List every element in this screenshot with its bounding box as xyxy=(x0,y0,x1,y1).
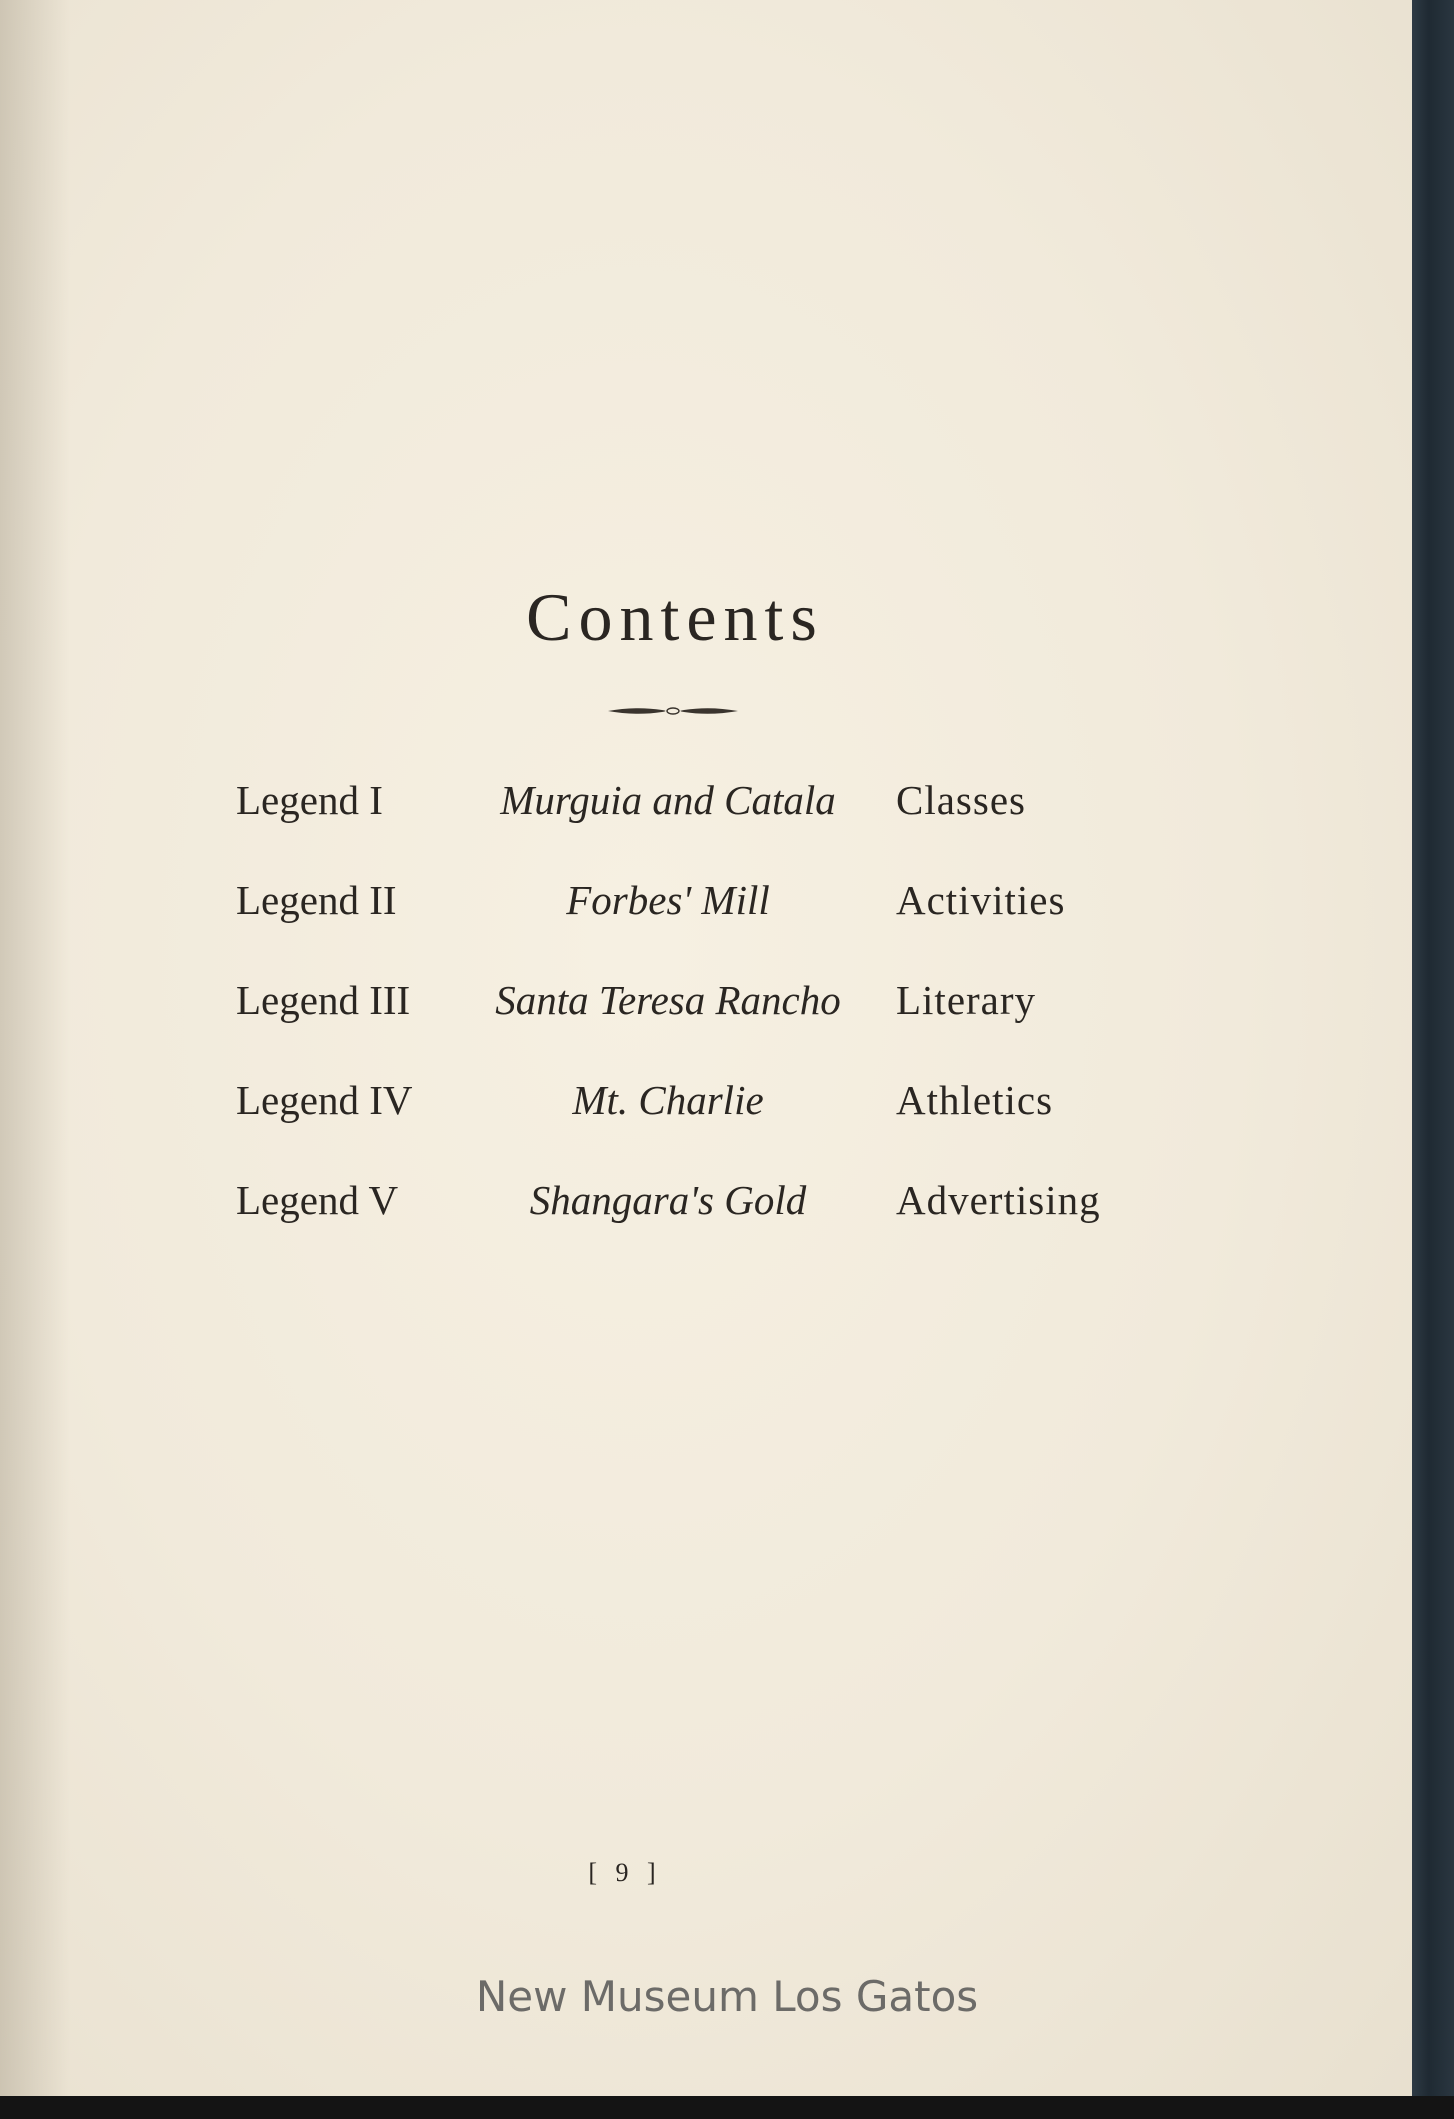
toc-legend-title: Santa Teresa Rancho xyxy=(495,977,841,1023)
watermark-text: New Museum Los Gatos xyxy=(475,1972,979,2021)
toc-row xyxy=(0,876,1412,936)
toc-row xyxy=(0,776,1412,836)
page-number: [ 9 ] xyxy=(588,1858,662,1887)
toc-legend-label: Legend IV xyxy=(236,1077,413,1123)
toc-section-name: Athletics xyxy=(896,1077,1054,1123)
toc-legend-title: Murguia and Catala xyxy=(500,777,836,823)
toc-row xyxy=(0,1176,1412,1236)
book-cover-edge xyxy=(1412,0,1454,2119)
toc-legend-label: Legend II xyxy=(236,877,397,923)
page-title: Contents xyxy=(526,579,824,655)
toc-section-name: Literary xyxy=(896,977,1037,1023)
toc-legend-title: Forbes' Mill xyxy=(566,877,770,923)
toc-row xyxy=(0,976,1412,1036)
toc-section-name: Activities xyxy=(896,877,1066,923)
book-bottom-edge xyxy=(0,2096,1454,2119)
toc-legend-title: Mt. Charlie xyxy=(572,1077,764,1123)
toc-legend-label: Legend I xyxy=(236,777,383,823)
toc-section-name: Advertising xyxy=(896,1177,1101,1223)
gutter-shadow xyxy=(0,0,70,2096)
toc-legend-title: Shangara's Gold xyxy=(529,1177,807,1223)
toc-row xyxy=(0,1076,1412,1136)
ornament-divider xyxy=(606,702,740,720)
toc-legend-label: Legend V xyxy=(236,1177,399,1223)
toc-section-name: Classes xyxy=(896,777,1026,823)
toc-legend-label: Legend III xyxy=(236,977,411,1023)
